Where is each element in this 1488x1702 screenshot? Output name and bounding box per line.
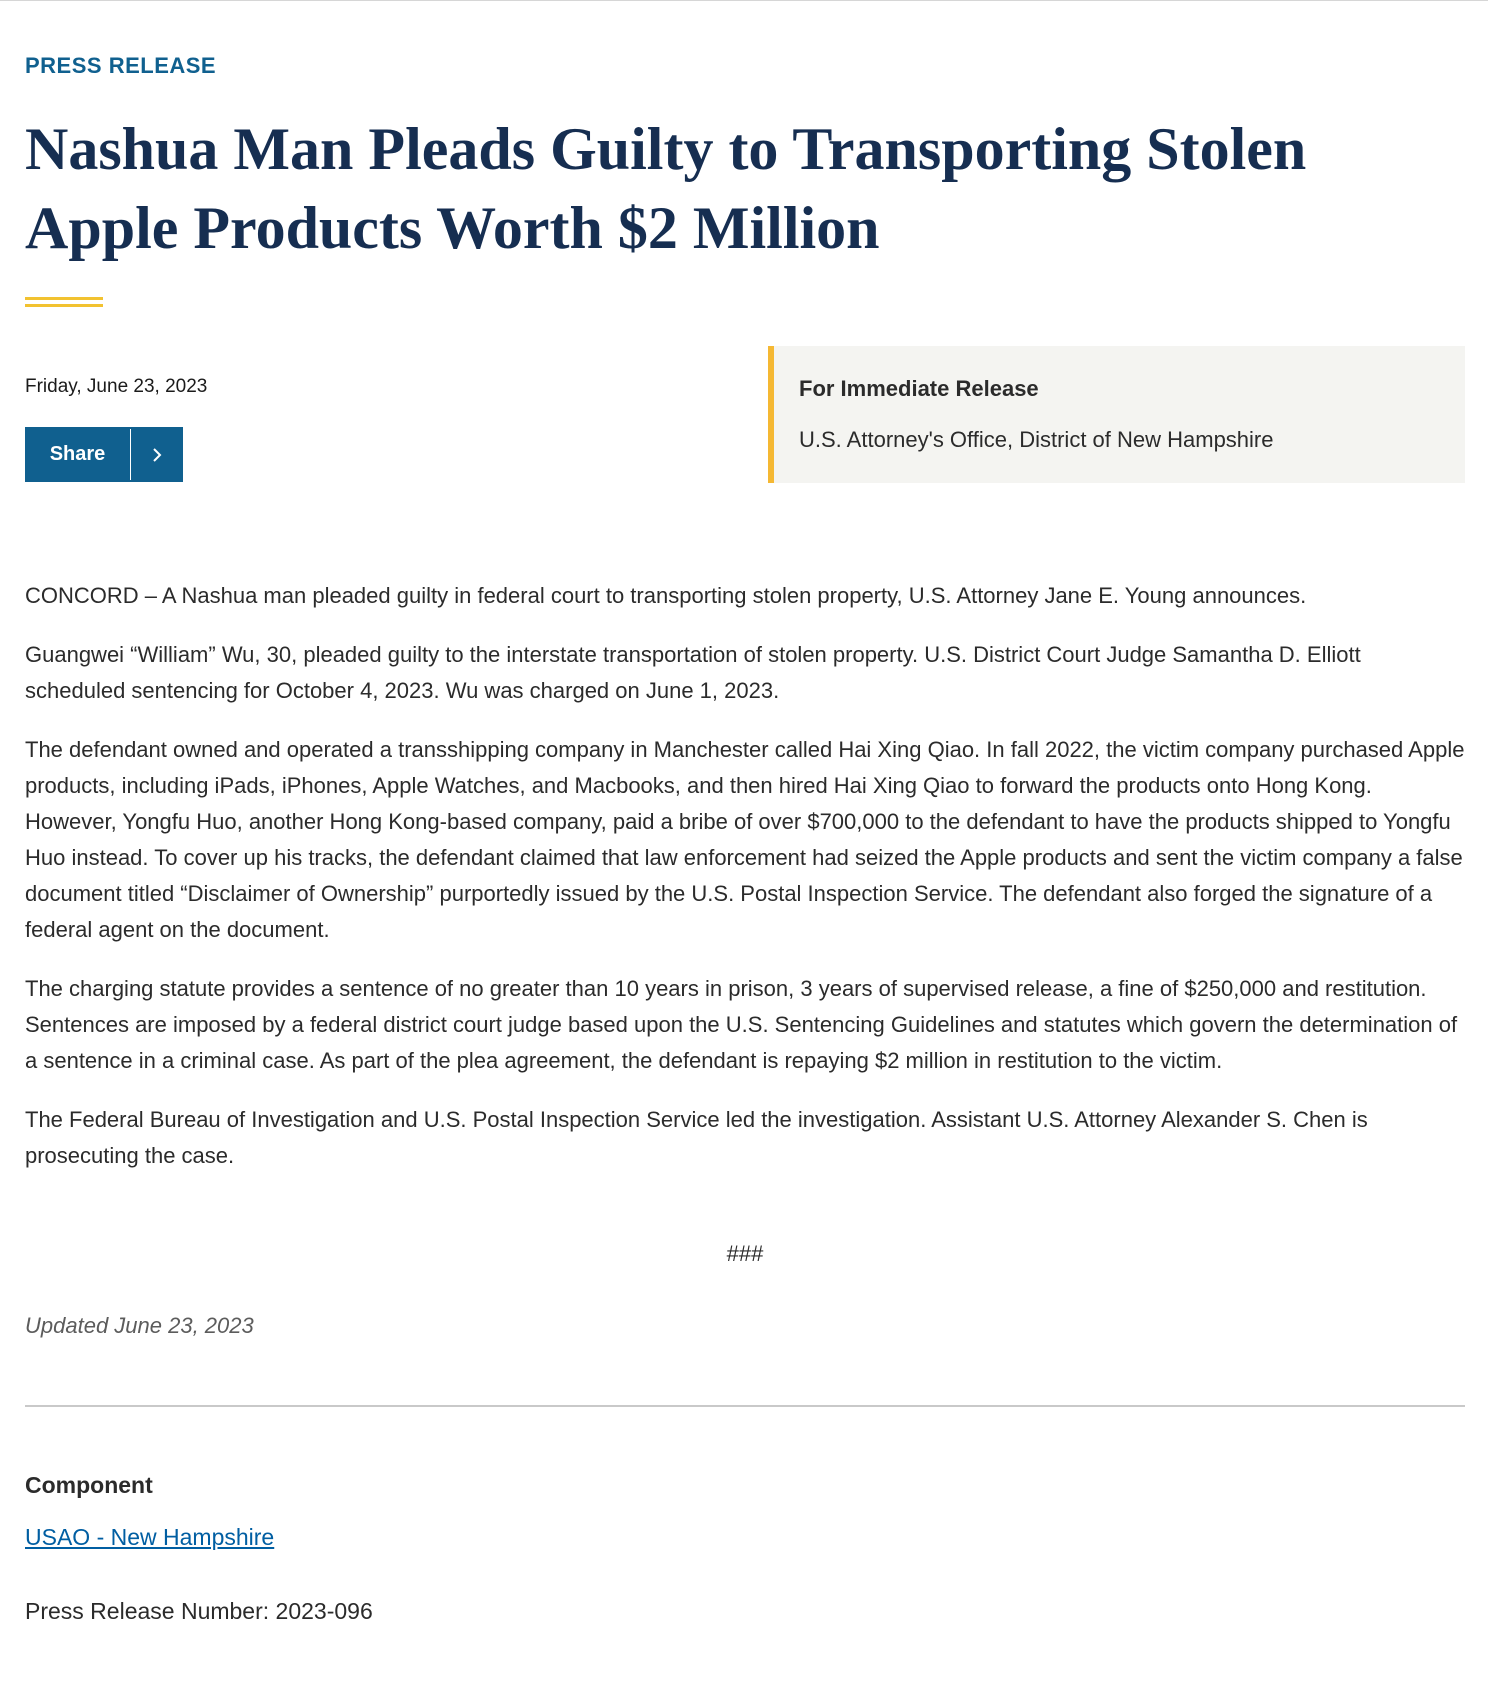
body-paragraph: Guangwei “William” Wu, 30, pleaded guilty to the interstate transportation of stolen property. U.S. District Court Judge Samantha D. Elliott scheduled sentencing for October 4, 2023. Wu was charged on June 1, 2023. bbox=[25, 642, 1361, 703]
chevron-right-icon bbox=[131, 447, 183, 463]
share-button[interactable] bbox=[25, 427, 183, 482]
body-paragraph: The charging statute provides a sentence of no greater than 10 years in prison, 3 years of supervised release, a fine of $250,000 and restitution. Sentences are imposed by a federal district court judge based upon the U.S. Sentencing Guidelines and statutes which govern the determination of a sentence in a criminal case. As part of the plea agreement, the defendant is repaying $2 million in restitution to the victim. bbox=[25, 976, 1458, 1073]
release-office: U.S. Attorney's Office, District of New Hampshire bbox=[799, 427, 1274, 452]
press-release-number: Press Release Number: 2023-096 bbox=[25, 1598, 373, 1624]
updated-date: Updated June 23, 2023 bbox=[25, 1313, 254, 1338]
press-release-eyebrow: PRESS RELEASE bbox=[25, 53, 217, 78]
article-body bbox=[25, 578, 1465, 1197]
component-link[interactable]: USAO - New Hampshire bbox=[25, 1524, 275, 1550]
component-heading: Component bbox=[25, 1472, 153, 1498]
share-button-label: Share bbox=[49, 443, 106, 465]
page-title: Nashua Man Pleads Guilty to Transporting Stolen Apple Products Worth $2 Million bbox=[25, 116, 1307, 261]
title-accent-divider bbox=[25, 297, 103, 307]
body-paragraph: The defendant owned and operated a transshipping company in Manchester called Hai Xing Qiao. In fall 2022, the victim company purchased Apple products, including iPads, iPhones, Apple Watches, and Macbooks, and then hired Hai Xing Qiao to forward the products onto Hong Kong. However, Yongfu Huo, another Hong Kong-based company, paid a bribe of over $700,000 to the defendant to have the products shipped to Yongfu Huo instead. To cover up his tracks, the defendant claimed that law enforcement had seized the Apple products and sent the victim company a false document titled “Disclaimer of Ownership” purportedly issued by the U.S. Postal Inspection Service. The defendant also forged the signature of a federal agent on the document. bbox=[25, 737, 1465, 942]
release-type: For Immediate Release bbox=[799, 376, 1039, 401]
top-border bbox=[0, 0, 1488, 1]
body-paragraph: CONCORD – A Nashua man pleaded guilty in federal court to transporting stolen property, U.S. Attorney Jane E. Young announces. bbox=[25, 583, 1307, 608]
end-of-release-mark: ### bbox=[726, 1241, 764, 1266]
release-info-box bbox=[768, 346, 1465, 483]
section-divider bbox=[25, 1405, 1465, 1407]
release-date: Friday, June 23, 2023 bbox=[25, 376, 208, 397]
body-paragraph: The Federal Bureau of Investigation and U.S. Postal Inspection Service led the investigation. Assistant U.S. Attorney Alexander S. Chen is prosecuting the case. bbox=[25, 1107, 1368, 1168]
